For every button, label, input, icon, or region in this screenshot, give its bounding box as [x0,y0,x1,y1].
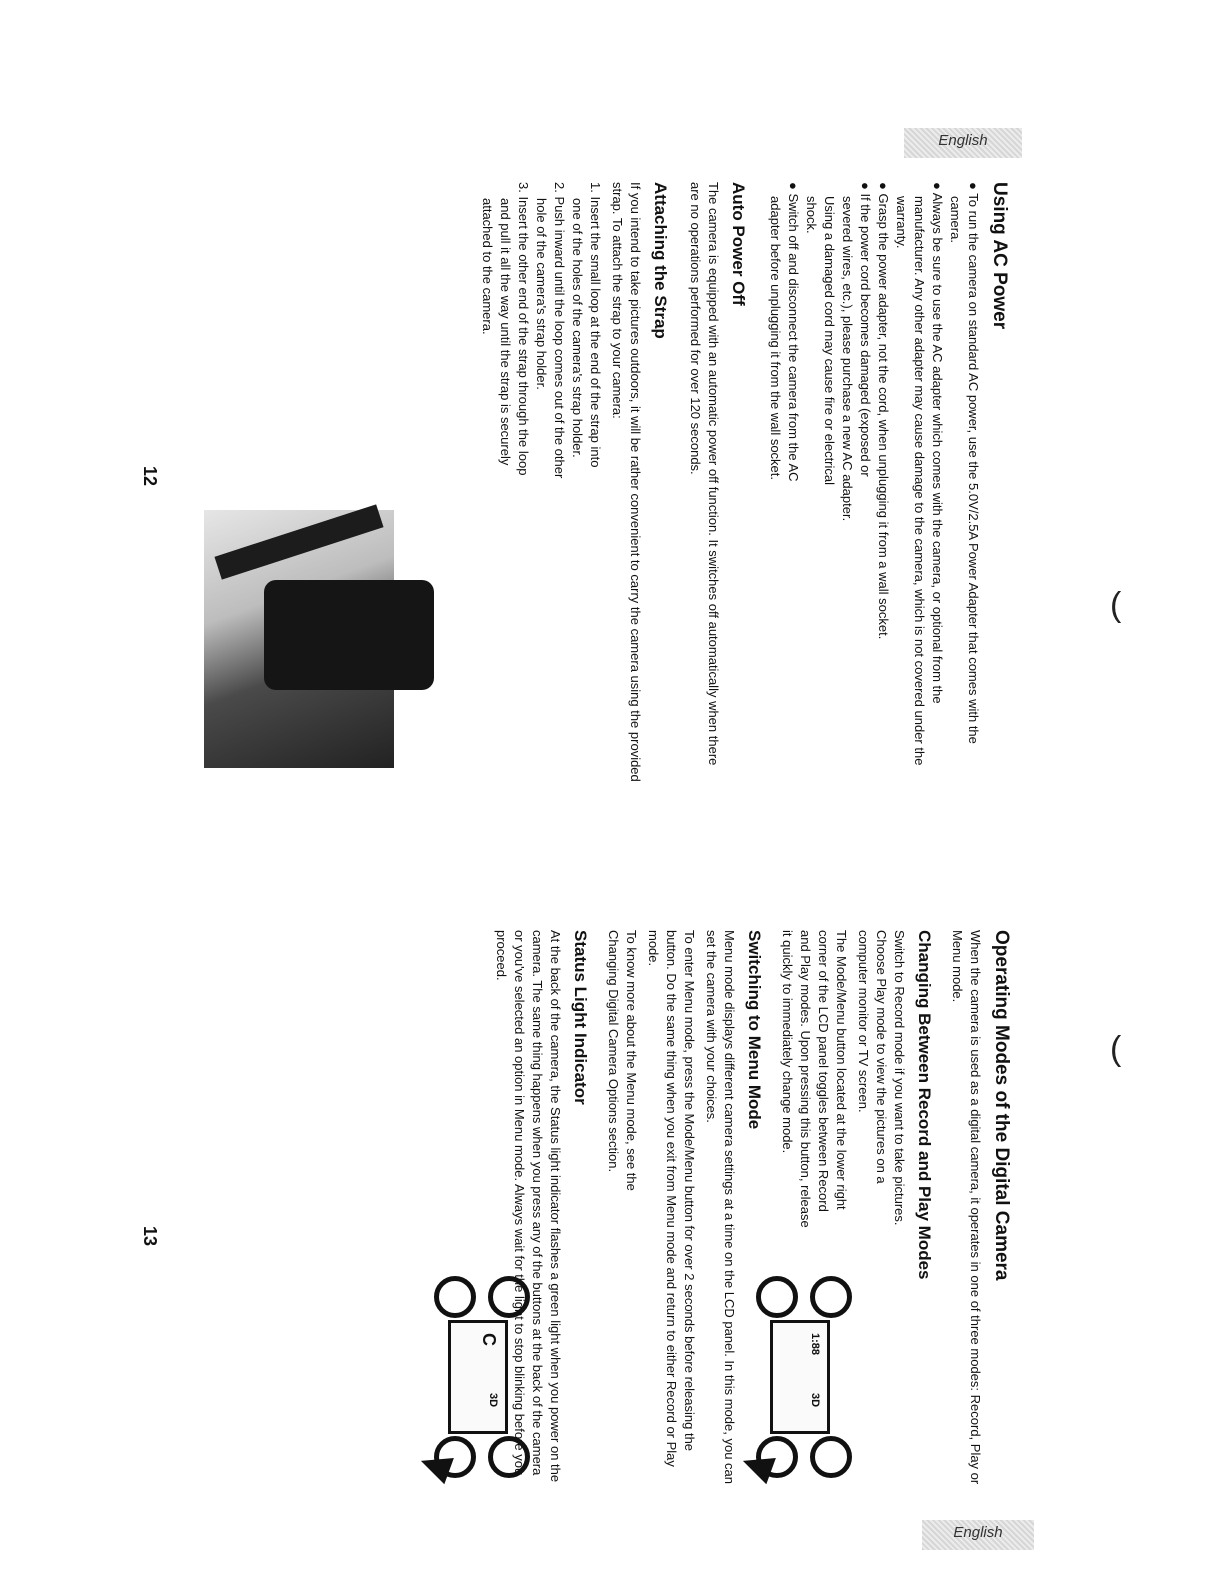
strap-title: Attaching the Strap [651,182,670,339]
list-item: ● To run the camera on standard AC power, use the 5.0V/2.5A Power Adapter that comes with the camera. [946,182,982,782]
using-ac-list [766,182,982,782]
plus-button-icon [488,1276,530,1318]
list-item: 1. Insert the small loop at the end of the strap into one of the holes of the camera's strap holder. [570,182,603,468]
plus-button-icon [810,1276,852,1318]
list-item: 2. Push inward until the loop comes out of the other hole of the camera's strap holder. [534,182,567,479]
menu-text3: To know more about the Menu mode, see the Changing Digital Camera Options section. [606,930,639,1191]
menu-text1: Menu mode displays different camera settings at a time on the LCD panel. In this mode, you can set the camera with your choices. [704,930,737,1485]
changing-text2: The Mode/Menu button located at the lower right corner of the LCD panel toggles between Record and Play modes. Upon pressing this button, release it quickly to immediately change mode. [780,930,849,1228]
page-number-13: 13 [140,1226,160,1247]
mode-menu-button-icon [488,1436,530,1478]
lcd-panel [770,1320,830,1434]
menu-title: Switching to Menu Mode [745,930,764,1130]
status-text: At the back of the camera, the Status light indicator flashes a green light when you power on the camera. The same thing happens when you press any of the buttons at the back of the camera or you've selected an option in Menu mode. Always wait for the light to stop blinking before you proceed. [494,930,563,1483]
camera-diagram-menu [434,1276,530,1476]
list-item: ● Always be sure to use the AC adapter which comes with the camera, or optional from the manufacturer. Any other adapter may cause damage to the camera, which is not covered under the warranty. [892,182,946,782]
mode-menu-button-icon [810,1436,852,1478]
list-item: ● Grasp the power adapter, not the cord, when unplugging it from a wall socket. [874,182,892,782]
changing-title: Changing Between Record and Play Modes [915,930,934,1280]
strap-shape [214,504,383,579]
camera-diagram-record-play [756,1276,852,1476]
binding-mark: ( [1110,586,1122,624]
using-ac-title: Using AC Power [989,182,1010,330]
page12-content [478,182,1010,782]
operating-text: When the camera is used as a digital camera, it operates in one of three modes: Record, Play or Menu mode. [950,930,983,1485]
list-item: ● Switch off and disconnect the camera from the AC adapter before unplugging it from the wall socket. [766,182,802,526]
minus-button-icon [434,1276,476,1318]
binding-mark: ( [1110,1030,1122,1068]
lcd-readout: 1:88 [809,1333,821,1356]
lcd-readout: 3D [487,1393,499,1408]
changing-text1: Switch to Record mode if you want to take pictures. Choose Play mode to view the pictures on a computer monitor or TV screen. [856,930,907,1226]
language-tag-page12: English [904,128,1022,158]
lcd-readout: 3D [809,1393,821,1408]
strap-steps [478,182,604,482]
strap-photo [204,510,394,768]
camera-body-shape [264,580,434,690]
language-tag-page13: English [922,1520,1034,1550]
list-item: ● If the power cord becomes damaged (exposed or severed wires, etc.), please purchase a new AC adapter. Using a damaged cord may cause fire or electrical shock. [802,182,874,526]
list-item: 3. Insert the other end of the strap through the loop and pull it all the way until the strap is securely attached to the camera. [480,182,531,476]
menu-text2: To enter Menu mode, press the Mode/Menu button for over 2 seconds before releasing the button. Do the same thing when you exit from Menu mode and return to either Record or Play mode. [646,930,697,1467]
auto-power-title: Auto Power Off [729,182,748,306]
auto-power-text: The camera is equipped with an automatic power off function. It switches off automatically when there are no operations performed for over 120 seconds. [688,182,721,766]
minus-button-icon [756,1276,798,1318]
status-title: Status Light Indicator [571,930,590,1105]
lcd-readout: C [479,1333,499,1346]
strap-intro: If you intend to take pictures outdoors, it will be rather convenient to carry the camera using the provided strap. To attach the strap to your camera: [610,182,643,782]
page13-content [488,930,1012,1490]
page-number-12: 12 [140,466,160,487]
lcd-panel [448,1320,508,1434]
operating-title: Operating Modes of the Digital Camera [991,930,1012,1281]
